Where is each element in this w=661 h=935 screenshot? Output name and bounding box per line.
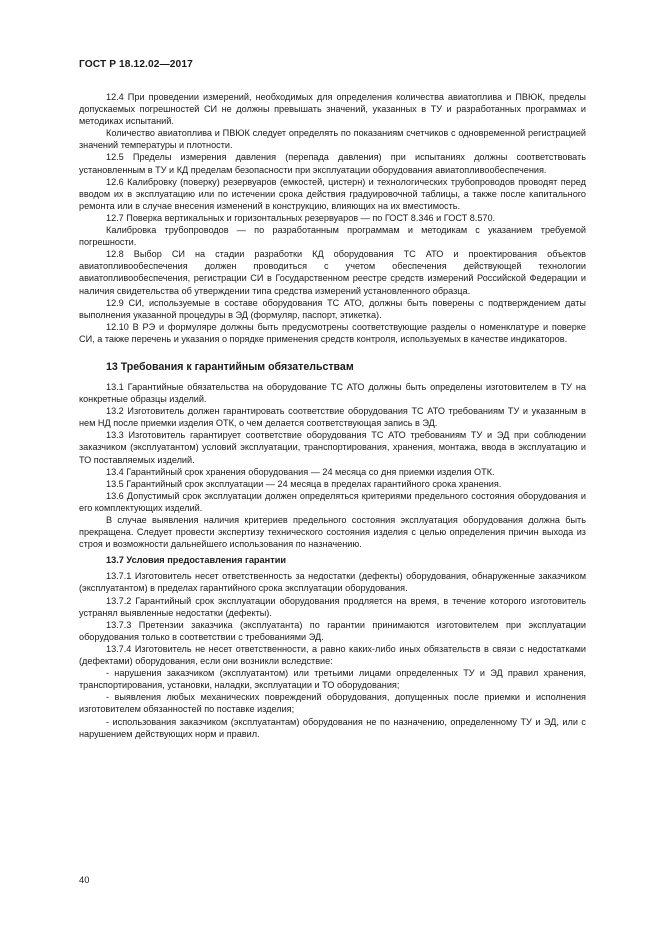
paragraph-12-9: 12.9 СИ, используемые в составе оборудования ТС АТО, должны быть поверены с подтверждением даты выполнения указанной процедуры в ЭД (формуляр, паспорт, этикетка).	[79, 297, 586, 320]
list-item-storage-violation: - нарушения заказчиком (эксплуатантом) или третьими лицами определенных ТУ и ЭД правил хранения, транспортирования, установки, наладки, эксплуатации и ТО оборудования;	[79, 668, 586, 691]
page-number: 40	[79, 874, 90, 885]
paragraph-12-4: 12.4 При проведении измерений, необходимых для определения количества авиатоплива и ПВЮК, пределы допускаемых погрешностей СИ не должны превышать значений, указанных в ТУ и разработанных программах и методиках испытаний.	[79, 92, 586, 127]
paragraph-12-8: 12.8 Выбор СИ на стадии разработки КД оборудования ТС АТО и проектирования объектов авиатопливообеспечения должен проводиться с учетом обеспечения действующей технологии авиатопливообеспечения, регистрации СИ в Государственном реестре средств измерений Российской Федерации и наличия свидетельства об утверждении типа средства измерений установленного образца.	[79, 249, 586, 296]
paragraph-13-6: 13.6 Допустимый срок эксплуатации должен определяться критериями предельного состояния оборудования и его комплектующих изделий.	[79, 490, 586, 513]
page-body	[79, 91, 586, 740]
paragraph-13-2: 13.2 Изготовитель должен гарантировать соответствие оборудования ТС АТО требованиям ТУ и указанным в нем НД после приемки изделия ОТК, о чем делается соответствующая запись в ЭД.	[79, 406, 586, 429]
paragraph-12-6: 12.6 Калибровку (поверку) резервуаров (емкостей, цистерн) и технологических трубопроводов проводят перед вводом их в эксплуатацию или по истечении срока действия градуировочной таблицы, а также после капитального ремонта или в случае внесения изменений в конструкцию, влияющих на их вместимость.	[79, 176, 586, 211]
paragraph-12-5: 12.5 Пределы измерения давления (перепада давления) при испытаниях должны соответствовать установленным в ТУ и КД пределам безопасности при эксплуатации оборудования авиатопливообеспечения.	[79, 152, 586, 175]
paragraph-13-3: 13.3 Изготовитель гарантирует соответствие оборудования ТС АТО требованиям ТУ и ЭД при соблюдении заказчиком (эксплуатантом) условий эксплуатации, транспортирования, хранения, монтажа, ввода в эксплуатацию и ТО поставляемых изделий.	[79, 430, 586, 465]
paragraph-13-5: 13.5 Гарантийный срок эксплуатации — 24 месяца в пределах гарантийного срока хранения.	[106, 478, 502, 489]
list-item-mechanical-damage: - выявления любых механических повреждений оборудования, допущенных после приемки и исполнения изготовителем обязанностей по поставке изделия;	[79, 692, 586, 715]
paragraph-13-7-1: 13.7.1 Изготовитель несет ответственность за недостатки (дефекты) оборудования, обнаруженные заказчиком (эксплуатантом) в пределах гарантийного срока эксплуатации оборудования.	[79, 571, 586, 594]
document-header: ГОСТ Р 18.12.02—2017	[79, 59, 193, 70]
paragraph-13-4: 13.4 Гарантийный срок хранения оборудования — 24 месяца со дня приемки изделия ОТК.	[106, 466, 495, 477]
subsection-13-7-heading: 13.7 Условия предоставления гарантии	[106, 555, 286, 566]
paragraph-12-10: 12.10 В РЭ и формуляре должны быть предусмотрены соответствующие разделы о номенклатуре и поверке СИ, а также перечень и указания о порядке применения средств контроля, используемых в качестве индикаторов.	[79, 321, 586, 344]
paragraph-13-7-4: 13.7.4 Изготовитель не несет ответственности, а равно каких-либо иных обязательств в связи с недостатками (дефектами) оборудования, если они возникли вследствие:	[79, 643, 586, 667]
paragraph-calibration: Калибровка трубопроводов — по разработанным программам и методикам с указанием требуемой погрешности.	[79, 225, 586, 248]
paragraph-12-7: 12.7 Поверка вертикальных и горизонтальных резервуаров — по ГОСТ 8.346 и ГОСТ 8.570.	[106, 212, 496, 223]
paragraph-13-7-3: 13.7.3 Претензии заказчика (эксплуатанта) по гарантии принимаются изготовителем при эксплуатации оборудования только в соответствии с требованиями ЭД.	[79, 619, 586, 642]
paragraph-13-1: 13.1 Гарантийные обязательства на оборудование ТС АТО должны быть определены изготовителем в ТУ на конкретные образцы изделий.	[79, 381, 586, 405]
paragraph-13-7-2: 13.7.2 Гарантийный срок эксплуатации оборудования продляется на время, в течение которого изготовитель устранял выявленные недостатки (дефекты).	[79, 595, 586, 618]
list-item-misuse: - использования заказчиком (эксплуатантам) оборудования не по назначению, определенному ТУ и ЭД, или с нарушением действующих норм и правил.	[79, 716, 586, 739]
paragraph-quantity: Количество авиатоплива и ПВЮК следует определять по показаниям счетчиков с одновременной регистрацией значений температуры и плотности.	[79, 128, 586, 151]
section-13-heading: 13 Требования к гарантийным обязательствам	[106, 360, 354, 373]
paragraph-limit-state: В случае выявления наличия критериев предельного состояния эксплуатация оборудования должна быть прекращена. Следует провести экспертизу технического состояния изделия с целью определения причин выхода из строя и возможности дальнейшего использования по назначению.	[79, 515, 586, 550]
